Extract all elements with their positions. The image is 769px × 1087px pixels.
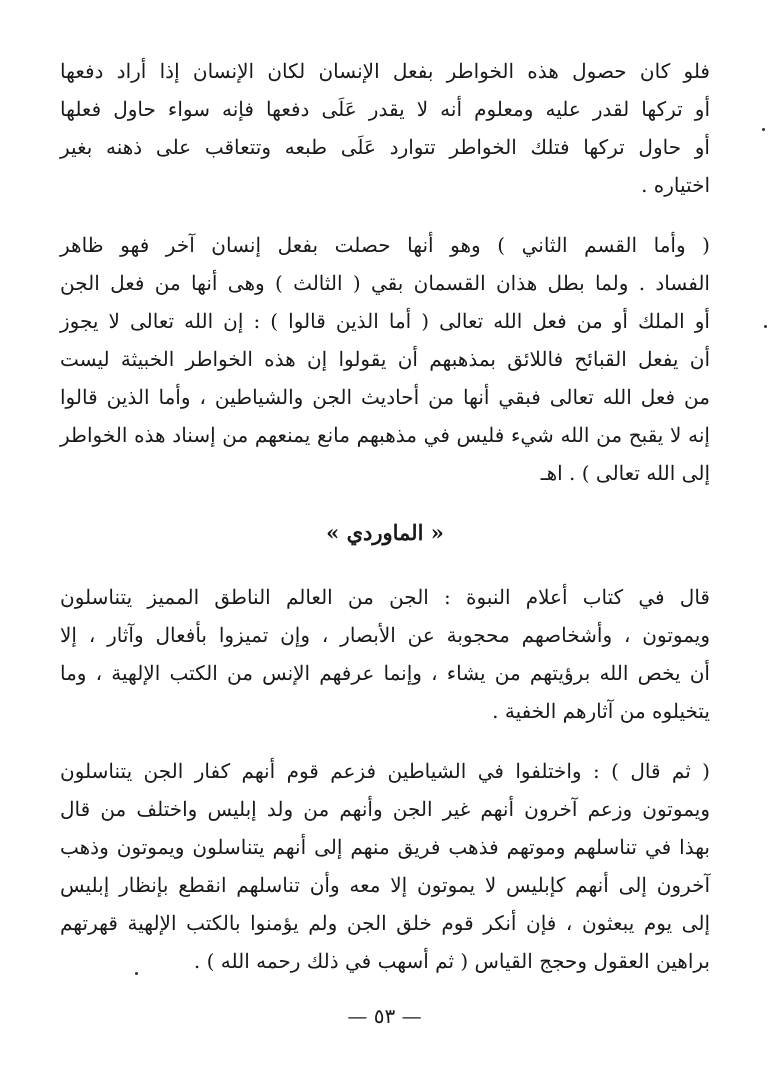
text-line: يتخيلوه من آثارهم الخفية . xyxy=(492,699,710,723)
text-line: إلى الله تعالى ) . اهـ xyxy=(540,461,710,485)
text-line: إلى يوم يبعثون ، فإن أنكر قوم خلق الجن ولم يؤمنوا بالكتب الإلهية قهرتهم xyxy=(60,911,710,935)
text-line: ( ثم قال ) : واختلفوا في الشياطين فزعم قوم أنهم كفار الجن يتناسلون xyxy=(60,759,710,783)
page-body xyxy=(60,52,710,1002)
text-line: إنه لا يقبح من الله شيء فليس في مذهبهم مانع يمنعهم من إسناد هذه الخواطر xyxy=(60,423,710,447)
text-line: أو الملك أو من فعل الله تعالى ( أما الذين قالوا ) : إن الله تعالى لا يجوز xyxy=(60,309,710,333)
scan-speck xyxy=(135,972,138,975)
text-line: بهذا في تناسلهم وموتهم فذهب فريق منهم إلى أنهم يتناسلون ويموتون وذهب xyxy=(60,835,710,859)
text-line: أن يفعل القبائح فاللائق بمذهبهم أن يقولوا إن هذه الخواطر الخبيثة ليست xyxy=(60,347,710,371)
paragraph-1 xyxy=(60,52,710,204)
text-line: فلو كان حصول هذه الخواطر بفعل الإنسان لكان الإنسان إذا أراد دفعها xyxy=(60,59,710,83)
text-line: براهين العقول وحجج القياس ( ثم أسهب في ذلك رحمه الله ) . xyxy=(193,949,710,973)
scan-speck xyxy=(764,325,767,328)
text-line: آخرون إلى أنهم كإبليس لا يموتون إلا معه وأن تناسلهم انقطع بإنظار إبليس xyxy=(60,873,710,897)
text-line: الفساد . ولما بطل هذان القسمان بقي ( الثالث ) وهى أنها من فعل الجن xyxy=(60,271,710,295)
text-line: أو تركها لقدر عليه ومعلوم أنه لا يقدر عَلَى دفعها فإنه سواء حاول فعلها xyxy=(60,97,710,121)
text-line: أو حاول تركها فتلك الخواطر تتوارد عَلَى طبعه وتتعاقب على ذهنه بغير xyxy=(60,135,710,159)
paragraph-4 xyxy=(60,752,710,980)
text-line: أن يخص الله برؤيتهم من يشاء ، وإنما عرفهم الإنس من الكتب الإلهية ، وما xyxy=(60,661,710,685)
text-line: ويموتون وزعم آخرون أنهم غير الجن وأنهم من ولد إبليس واختلف من قال xyxy=(60,797,710,821)
text-line: اختياره . xyxy=(641,173,710,197)
page-number: — ٥٣ — xyxy=(347,1004,422,1028)
paragraph-3 xyxy=(60,578,710,730)
text-line: قال في كتاب أعلام النبوة : الجن من العالم الناطق المميز يتناسلون xyxy=(60,585,710,609)
paragraph-2 xyxy=(60,226,710,492)
text-line: ( وأما القسم الثاني ) وهو أنها حصلت بفعل إنسان آخر فهو ظاهر xyxy=(60,233,710,257)
scan-speck xyxy=(762,128,765,131)
text-line: من فعل الله تعالى فبقي أنها من أحاديث الجن والشياطين ، وأما الذين قالوا xyxy=(60,385,710,409)
section-heading: « الماوردي » xyxy=(326,520,444,545)
text-line: ويموتون ، وأشخاصهم محجوبة عن الأبصار ، وإن تميزوا بأفعال وآثار ، إلا xyxy=(60,623,710,647)
